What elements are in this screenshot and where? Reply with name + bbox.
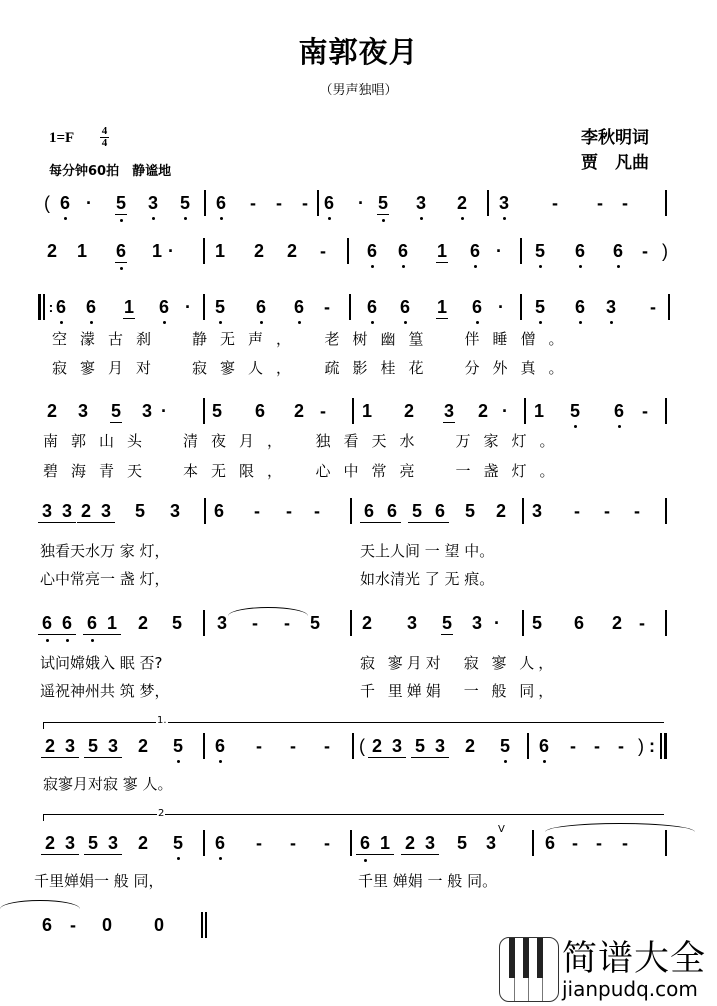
lyricist: 李秋明词 [581,128,649,148]
notation-row-7: 2 3 5 3 2 5 6 - - - ( 2 3 5 3 2 5 6 - - - ) : [0,735,717,775]
time-bottom: 4 [101,137,108,149]
volta-bracket-1 [43,722,664,729]
notation-row-6: 6 6 6 1 2 5 3 - - 5 2 3 5 3 · 5 6 2 - [0,612,717,652]
lyrics-verse-1-b: 千里 婵娟 一 般 同。 [358,872,498,890]
lyrics-verse-1-a: 独看天水万 家 灯， [40,542,170,560]
notation-row-5: 3 3 2 3 5 3 6 - - - 6 6 5 6 5 2 3 - - - [0,500,717,540]
volta-1-label: 1. [157,715,167,726]
watermark-url: jianpudq.com [562,977,698,1001]
lyrics-verse-2-b: 千 里婵娟 一 般 同， [360,682,558,700]
notation-row-3: : 6 6 1 6 · 5 6 6 - 6 6 1 6 · 5 6 3 - [0,296,717,336]
watermark-name: 简谱大全 [562,939,707,979]
piano-keys-icon [499,937,559,1002]
time-top: 4 [101,125,108,137]
lyrics-verse-2: 碧海青天 本无限， 心中常亮 一盏灯。 [43,462,568,480]
tie-slur [0,900,80,909]
notation-row-9: 6 - 0 0 [0,914,717,954]
lyrics-verse-2-a: 遥祝神州共 筑 梦， [40,682,170,700]
lyrics-verse-1-b: 寂 寥月对 寂 寥 人， [360,654,558,672]
lyrics-verse-1: 空濛古刹 静无声， 老树幽篁 伴睡僧。 [52,330,577,348]
notation-row-4: 2 3 5 3 · 5 6 2 - 1 2 3 2 · 1 5 6 - [0,400,717,440]
watermark-logo [499,937,714,1003]
notation-row-1: ( 6 · 5 3 5 6 - - - 6 · 5 3 2 3 - - - [0,192,717,232]
breath-mark: V [498,824,505,835]
lyrics-verse-1: 寂寥月对寂 寥 人。 [43,775,173,793]
lyrics-verse-1-a: 试问嫦娥入 眠 否? [40,654,163,672]
time-signature [100,126,109,149]
lyrics-verse-1-a: 千里婵娟一 般 同， [34,872,164,890]
tie-slur [545,823,695,832]
volta-bracket-2 [43,814,664,821]
lyrics-verse-2-b: 如水清光 了 无 痕。 [360,570,495,588]
song-subtitle: （男声独唱） [319,83,398,98]
tempo-marking: 每分钟60拍 静谧地 [49,164,172,179]
lyrics-verse-1: 南郭山头 清夜月， 独看天水 万家灯。 [43,432,568,450]
volta-2-label: 2 [158,808,165,819]
composer: 贾 凡曲 [581,153,649,173]
lyrics-verse-2-a: 心中常亮一 盏 灯， [40,570,170,588]
song-title: 南郭夜月 [298,35,419,69]
key-signature: 1=F [49,130,75,146]
lyrics-verse-1-b: 天上人间 一 望 中。 [360,542,495,560]
notation-row-2: 2 1 6 1 · 1 2 2 - 6 6 1 6 · 5 6 6 - ) [0,240,717,280]
lyrics-verse-2: 寂寥月对 寂寥人， 疏影桂花 分外真。 [52,359,577,377]
notation-row-8: 2 3 5 3 2 5 6 - - - 6 1 2 3 5 3 V 6 - - - [0,832,717,872]
